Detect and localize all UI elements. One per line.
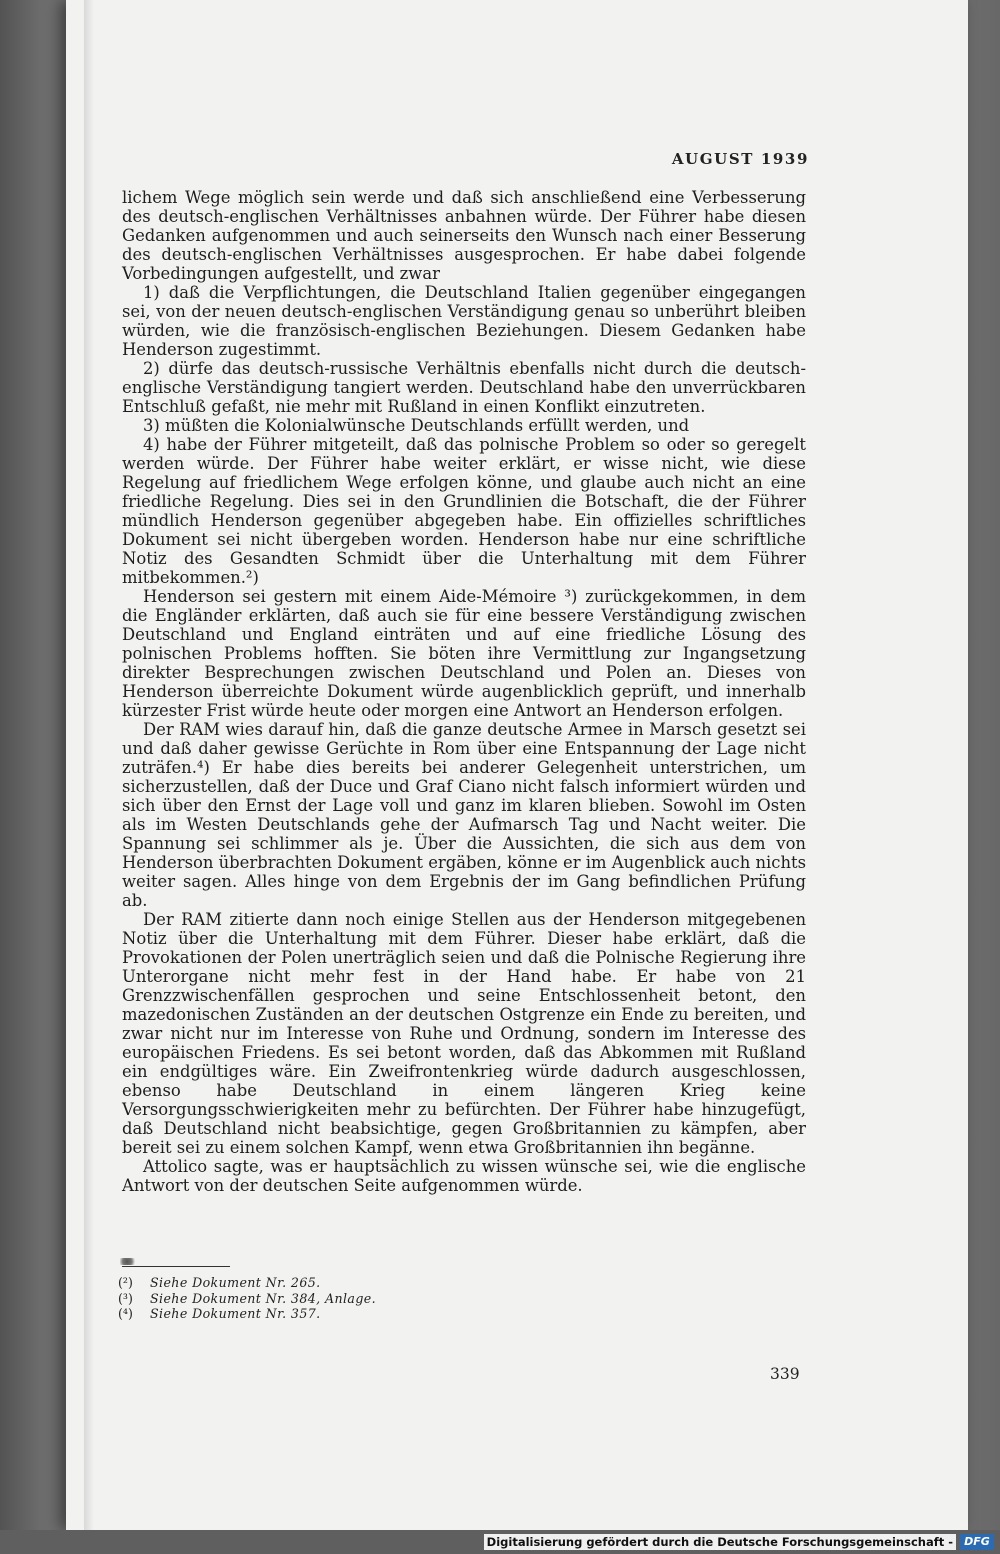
- footnote-number: (³): [118, 1290, 133, 1306]
- body-text: [122, 188, 806, 1195]
- footnote-text: Siehe Dokument Nr. 357.: [150, 1306, 321, 1321]
- footnote-text: Siehe Dokument Nr. 265.: [150, 1275, 321, 1290]
- paragraph: Henderson sei gestern mit einem Aide-Mémoire ³) zurückgekommen, in dem die Engländer erklärten, daß auch sie für eine bessere Verständigung zwischen Deutschland und England einträten und auf eine friedliche Lösung des polnischen Problems hofften. Sie böten ihre Vermittlung zur Ingangsetzung direkter Besprechungen zwischen Deutschland und Polen an. Dieses von Henderson überreichte Dokument würde augenblicklich geprüft, und innerhalb kürzester Frist würde heute oder morgen eine Antwort an Henderson erfolgen.: [122, 587, 806, 720]
- footnote: [118, 1275, 618, 1291]
- running-header: AUGUST 1939: [671, 150, 809, 168]
- paragraph: Der RAM zitierte dann noch einige Stellen aus der Henderson mitgegebenen Notiz über die Unterhaltung mit dem Führer. Dieser habe erklärt, daß die Provokationen der Polen unerträglich seien und daß die Polnische Regierung ihre Unterorgane nicht mehr fest in der Hand habe. Er habe von 21 Grenzzwischenfällen gesprochen und seine Entschlossenheit betont, den mazedonischen Zuständen an der deutschen Ostgrenze ein Ende zu bereiten, und zwar nicht nur im Interesse von Ruhe und Ordnung, sondern im Interesse des europäischen Friedens. Es sei betont worden, daß das Abkommen mit Rußland ein endgültiges wäre. Ein Zweifrontenkrieg würde dadurch ausgeschlossen, ebenso habe Deutschland in einem längeren Krieg keine Versorgungsschwierigkeiten mehr zu befürchten. Der Führer habe hinzugefügt, daß Deutschland nicht beabsichtige, gegen Großbritannien zu kämpfen, aber bereit sei zu einem solchen Kampf, wenn etwa Großbritannien ihn begänne.: [122, 910, 806, 1157]
- paragraph: 4) habe der Führer mitgeteilt, daß das polnische Problem so oder so geregelt werden würde. Der Führer habe weiter erklärt, er wisse nicht, wie diese Regelung auf friedlichem Wege erfolgen könne, und glaube auch nicht an eine friedliche Regelung. Dies sei in den Grundlinien die Botschaft, die der Führer mündlich Henderson gegenüber abgegeben habe. Ein offizielles schriftliches Dokument sei nicht übergeben worden. Henderson habe nur eine schriftliche Notiz des Gesandten Schmidt über die Unterhaltung mit dem Führer mitbekommen.²): [122, 435, 806, 587]
- paragraph: lichem Wege möglich sein werde und daß sich anschließend eine Verbesserung des deutsch-englischen Verhältnisses anbahnen würde. Der Führer habe diesen Gedanken aufgenommen und auch seinerseits den Wunsch nach einer Besserung des deutsch-englischen Verhältnisses ausgesprochen. Er habe dabei folgende Vorbedingungen aufgestellt, und zwar: [122, 188, 806, 283]
- footnote-text: Siehe Dokument Nr. 384, Anlage.: [150, 1290, 377, 1306]
- footnote-number: (²): [118, 1275, 133, 1290]
- paragraph: 1) daß die Verpflichtungen, die Deutschland Italien gegenüber eingegangen sei, von der neuen deutsch-englischen Verständigung genau so unberührt bleiben würden, wie die französisch-englischen Beziehungen. Diesem Gedanken habe Henderson zugestimmt.: [122, 283, 806, 359]
- page-gutter: [84, 0, 94, 1530]
- footnote: [118, 1306, 618, 1322]
- paragraph: Der RAM wies darauf hin, daß die ganze deutsche Armee in Marsch gesetzt sei und daß daher gewisse Gerüchte in Rom über eine Entspannung der Lage nicht zuträfen.⁴) Er habe dies bereits bei anderer Gelegenheit unterstrichen, um sicherzustellen, daß der Duce und Graf Ciano nicht falsch informiert würden und sich über den Ernst der Lage voll und ganz im klaren blieben. Sowohl im Osten als im Westen Deutschlands gehe der Aufmarsch Tag und Nacht weiter. Die Spannung sei schlimmer als je. Über die Aussichten, die sich aus dem von Henderson überbrachten Dokument ergäben, könne er im Augenblick auch nichts weiter sagen. Alles hinge von dem Ergebnis der im Gang befindlichen Prüfung ab.: [122, 720, 806, 910]
- ink-smudge: [120, 1258, 138, 1265]
- footnotes: [118, 1275, 618, 1322]
- footnote-rule: [122, 1266, 230, 1267]
- paragraph: Attolico sagte, was er hauptsächlich zu wissen wünsche sei, wie die englische Antwort von der deutschen Seite aufgenommen würde.: [122, 1157, 806, 1195]
- paragraph: 3) müßten die Kolonialwünsche Deutschlands erfüllt werden, und: [143, 416, 690, 435]
- footnote-number: (⁴): [118, 1306, 133, 1321]
- dfg-logo-icon: DFG: [960, 1534, 994, 1550]
- paragraph: 2) dürfe das deutsch-russische Verhältnis ebenfalls nicht durch die deutsch-englische Verständigung tangiert werden. Deutschland habe den unverrückbaren Entschluß gefaßt, nie mehr mit Rußland in einen Konflikt einzutreten.: [122, 359, 806, 416]
- page-number: 339: [770, 1365, 800, 1383]
- footnote: [118, 1291, 618, 1307]
- digitization-credit: Digitalisierung gefördert durch die Deutsche Forschungsgemeinschaft -: [484, 1534, 956, 1550]
